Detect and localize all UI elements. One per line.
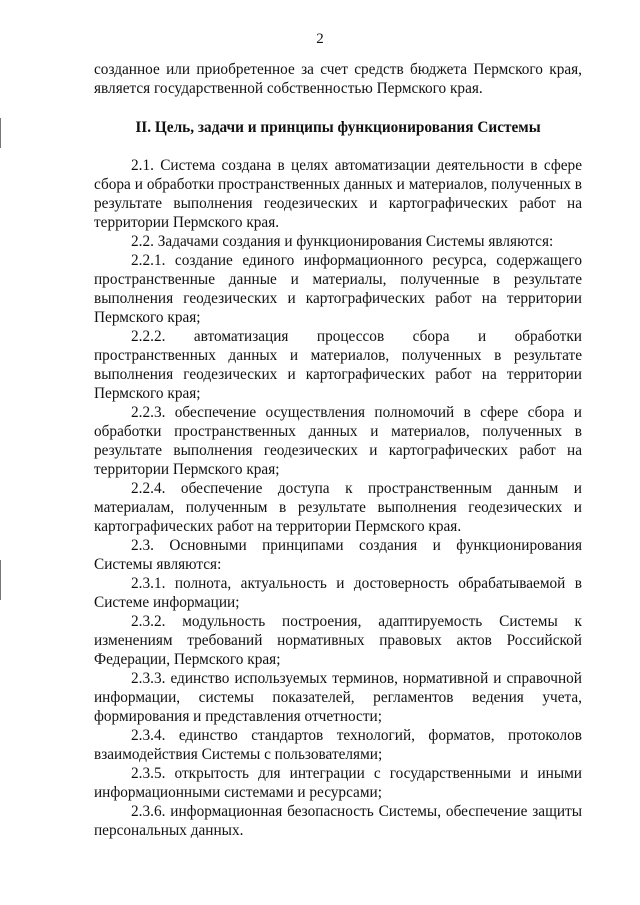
paragraph-2-3-3: 2.3.3. единство используемых терминов, нормативной и справочной информации, системы показателей, регламентов ведения учета, формирования и представления отчетности; [94,670,582,725]
scan-edge-mark [0,560,1,600]
paragraph-2-2-4: 2.2.4. обеспечение доступа к пространственным данным и материалам, полученным в результате выполнения геодезических и картографических работ на территории Пермского края. [94,480,582,535]
paragraph-2-2-1: 2.2.1. создание единого информационного ресурса, содержащего пространственные данные и материалы, полученные в результате выполнения геодезических и картографических работ на территории Пермского края; [94,252,582,326]
intro-paragraph: созданное или приобретенное за счет средств бюджета Пермского края, является государственной собственностью Пермского края. [94,61,582,97]
paragraph-2-2-3: 2.2.3. обеспечение осуществления полномочий в сфере сбора и обработки пространственных данных и материалов, полученных в результате выполнения геодезических и картографических работ на территории Пермского края; [94,404,582,478]
paragraph-2-3: 2.3. Основными принципами создания и функционирования Системы являются: [94,537,582,573]
paragraph-2-1: 2.1. Система создана в целях автоматизации деятельности в сфере сбора и обработки пространственных данных и материалов, полученных в результате выполнения геодезических и картографических работ на территории Пермского края. [94,157,582,231]
scan-edge-mark [0,118,1,148]
paragraph-2-3-2: 2.3.2. модульность построения, адаптируемость Системы к изменениям требований нормативных правовых актов Российской Федерации, Пермского края; [94,613,582,668]
section-heading: II. Цель, задачи и принципы функционирования Системы [135,119,541,136]
paragraph-2-3-5: 2.3.5. открытость для интеграции с государственными и иными информационными системами и ресурсами; [94,765,582,801]
paragraph-2-2-2: 2.2.2. автоматизация процессов сбора и обработки пространственных данных и материалов, полученных в результате выполнения геодезических и картографических работ на территории Пермского края; [94,328,582,402]
paragraph-2-2: 2.2. Задачами создания и функционирования Системы являются: [131,233,554,250]
paragraph-2-3-1: 2.3.1. полнота, актуальность и достоверность обрабатываемой в Системе информации; [94,575,582,611]
page-number: 2 [316,31,324,47]
paragraph-2-3-6: 2.3.6. информационная безопасность Системы, обеспечение защиты персональных данных. [94,803,582,839]
paragraph-2-3-4: 2.3.4. единство стандартов технологий, форматов, протоколов взаимодействия Системы с пользователями; [94,727,582,763]
document-body [94,60,582,840]
